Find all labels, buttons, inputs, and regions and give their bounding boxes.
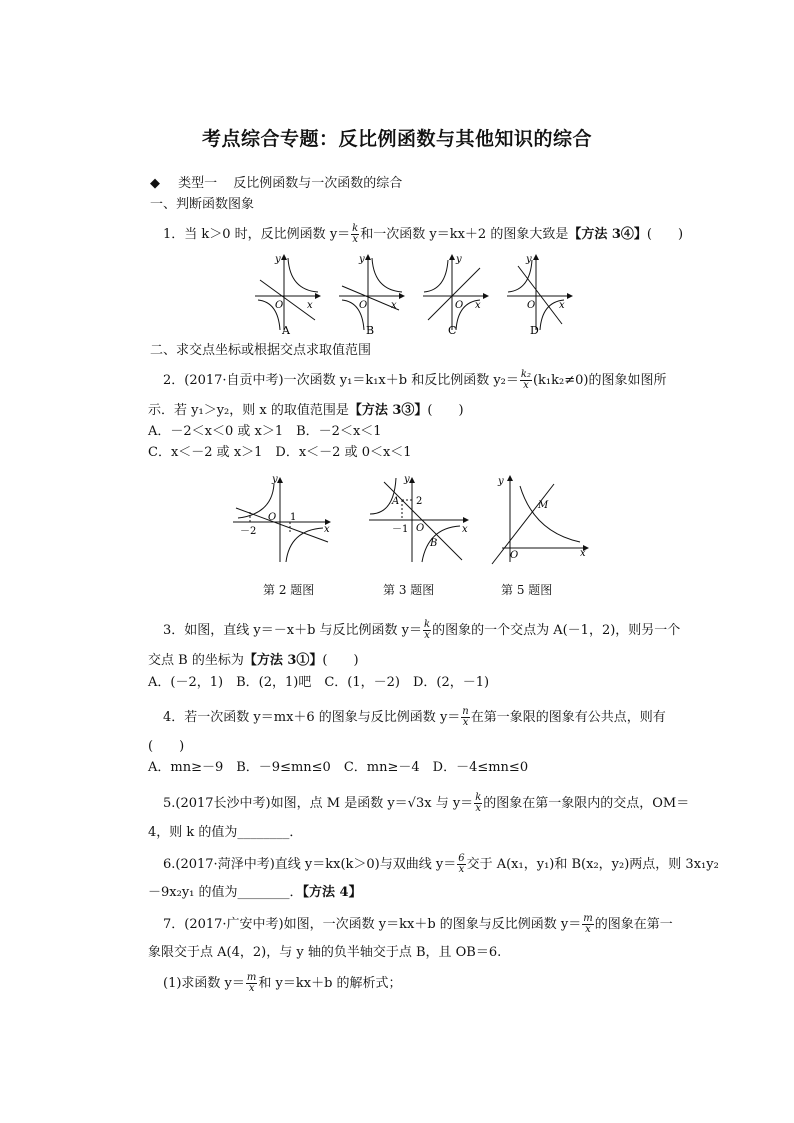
figure-2 (233, 474, 330, 562)
option-label-c: C (448, 324, 457, 337)
type-header (150, 175, 402, 193)
frac-denominator: x (424, 630, 430, 641)
q2-method: 【方法 3③】 (348, 403, 428, 418)
q4-answer-paren: ( ) (148, 739, 185, 754)
q3-line2-text: 交点 B 的坐标为 (148, 653, 244, 668)
q4-fraction (461, 707, 469, 728)
q6-line2-text: －9x₂y₁ 的值为________． (148, 885, 303, 900)
axis-x-label: x (391, 300, 397, 311)
axis-x-label: x (580, 548, 586, 559)
figure-5 (492, 476, 588, 564)
axis-x-label: x (462, 524, 468, 535)
question-7 (163, 914, 673, 935)
axis-x-label: x (307, 300, 313, 311)
q3-method: 【方法 3①】 (243, 653, 323, 668)
axis-x-label: x (324, 524, 330, 535)
origin-label: O (359, 300, 368, 311)
frac-numerator: 6 (458, 853, 465, 864)
frac-numerator: k (475, 792, 482, 803)
q6-text-post: 交于 A(x₁，y₁)和 B(x₂，y₂)两点，则 3x₁y₂ (466, 857, 719, 872)
frac-numerator: k (352, 223, 359, 234)
caption-figure-2: 第 2 题图 (263, 583, 315, 597)
question-2 (163, 370, 666, 391)
q5-text-pre: 5.(2017长沙中考)如图，点 M 是函数 y＝√3x 与 y＝ (163, 796, 474, 811)
origin-label: O (527, 300, 536, 311)
frac-numerator: k₂ (520, 369, 531, 380)
frac-denominator: x (352, 234, 359, 245)
graph-option-c (423, 254, 488, 337)
frac-denominator: x (523, 380, 529, 391)
q7-text-pre: 7．(2017·广安中考)如图，一次函数 y＝kx＋b 的图象与反比例函数 y＝ (163, 917, 582, 932)
tick-neg2-label: －2 (240, 526, 257, 537)
q2-fraction (520, 370, 532, 391)
option-label-b: B (366, 324, 375, 337)
section-heading-2: 二、求交点坐标或根据交点求取值范围 (150, 343, 372, 358)
tick-2-label: 2 (416, 496, 423, 507)
q4-text-pre: 4．若一次函数 y＝mx＋6 的图象与反比例函数 y＝ (163, 710, 461, 725)
q7-sub-fraction (246, 973, 257, 994)
q1-graphs (250, 250, 580, 340)
q2-text-post: (k₁k₂≠0)的图象如图所 (532, 373, 667, 388)
q2-text-pre: 2．(2017·自贡中考)一次函数 y₁＝k₁x＋b 和反比例函数 y₂＝ (163, 373, 519, 388)
q7-sub-text-post: 和 y＝kx＋b 的解析式； (258, 976, 402, 991)
q1-text-pre: 1．当 k＞0 时，反比例函数 y＝ (163, 227, 351, 242)
q3-fraction (423, 620, 431, 641)
q3-answer-paren: ( ) (322, 653, 359, 668)
question-3 (163, 620, 680, 641)
type-label: 类型一 (178, 176, 218, 191)
point-b-label: B (430, 538, 438, 549)
graph-option-d (507, 254, 572, 337)
q5-fraction (474, 793, 482, 814)
q1-fraction (351, 224, 359, 245)
q7-sub-text-pre: (1)求函数 y＝ (163, 976, 245, 991)
question-4 (163, 707, 666, 728)
q7-line2: 象限交于点 A(4，2)，与 y 轴的负半轴交于点 B，且 OB＝6. (148, 945, 502, 960)
q4-text-post: 在第一象限的图象有公共点，则有 (470, 710, 666, 725)
origin-label: O (275, 300, 284, 311)
frac-denominator: x (248, 983, 255, 994)
axis-x-label: x (475, 300, 481, 311)
figure-3 (369, 474, 468, 562)
q4-options: A．mn≥－9 B．－9≤mn≤0 C．mn≥－4 D．－4≤mn≤0 (148, 760, 529, 775)
axis-y-label: y (526, 254, 532, 265)
q2-options-cd: C．x＜－2 或 x＞1 D．x＜－2 或 0＜x＜1 (148, 445, 412, 460)
q1-text-post: 和一次函数 y＝kx＋2 的图象大致是 (360, 227, 569, 242)
question-5 (163, 793, 689, 814)
axis-y-label: y (359, 254, 365, 265)
q3-text-post: 的图象的一个交点为 A(－1，2)，则另一个 (432, 623, 681, 638)
axis-y-label: y (498, 476, 504, 487)
q5-text-post: 的图象在第一象限内的交点，OM＝ (483, 796, 690, 811)
caption-figure-3: 第 3 题图 (383, 583, 435, 597)
point-m-label: M (538, 500, 549, 511)
question-6-line2 (148, 884, 362, 902)
graph-option-a (255, 254, 320, 337)
axis-y-label: y (404, 474, 410, 485)
section-heading-1: 一、判断函数图象 (150, 197, 255, 212)
figures-q2-q3-q5 (228, 470, 598, 570)
q7-subquestion-1 (163, 973, 402, 994)
caption-figure-5: 第 5 题图 (501, 583, 553, 597)
q6-method: 【方法 4】 (302, 885, 362, 900)
frac-numerator: k (424, 619, 431, 630)
option-label-d: D (530, 324, 539, 337)
question-1 (163, 224, 683, 245)
origin-label: O (455, 300, 464, 311)
frac-numerator: m (583, 913, 593, 924)
frac-denominator: x (458, 864, 465, 875)
origin-label: O (416, 523, 425, 534)
origin-label: O (510, 550, 519, 561)
q7-fraction (582, 914, 593, 935)
origin-label: O (268, 512, 277, 523)
graph-option-b (339, 254, 404, 337)
q5-line2: 4，则 k 的值为________． (148, 825, 303, 840)
question-6 (163, 854, 719, 875)
option-label-a: A (282, 324, 290, 337)
question-3-line2 (148, 652, 359, 670)
tick-1-label: 1 (290, 512, 297, 523)
frac-denominator: x (585, 924, 591, 935)
axis-x-label: x (559, 300, 565, 311)
frac-denominator: x (475, 803, 482, 814)
type-title: 反比例函数与一次函数的综合 (233, 176, 403, 191)
tick-neg1-label: －1 (392, 524, 409, 535)
frac-numerator: n (462, 706, 469, 717)
page-title: 考点综合专题：反比例函数与其他知识的综合 (201, 128, 592, 150)
axis-y-label: y (275, 254, 281, 265)
axis-y-label: y (272, 474, 278, 485)
q2-options-ab: A．－2＜x＜0 或 x＞1 B．－2＜x＜1 (148, 424, 382, 439)
frac-denominator: x (462, 717, 469, 728)
diamond-bullet-icon: ◆ (150, 176, 160, 191)
frac-numerator: m (246, 972, 257, 983)
point-a-label: A (392, 496, 400, 507)
q3-options: A．(－2，1) B．(2，1)吧 C．(1，－2) D．(2，－1) (148, 675, 490, 690)
q6-fraction (457, 854, 465, 875)
question-2-line2 (148, 402, 464, 420)
q2-line2-text: 示．若 y₁＞y₂，则 x 的取值范围是 (148, 403, 349, 418)
q1-method: 【方法 3④】 (568, 227, 647, 242)
q1-answer-paren: ( ) (646, 227, 684, 242)
q6-text-pre: 6.(2017·菏泽中考)直线 y＝kx(k＞0)与双曲线 y＝ (163, 857, 457, 872)
q7-text-post: 的图象在第一 (594, 917, 673, 932)
q2-answer-paren: ( ) (427, 403, 464, 418)
axis-y-label: y (456, 254, 462, 265)
q3-text-pre: 3．如图，直线 y＝－x＋b 与反比例函数 y＝ (163, 623, 423, 638)
